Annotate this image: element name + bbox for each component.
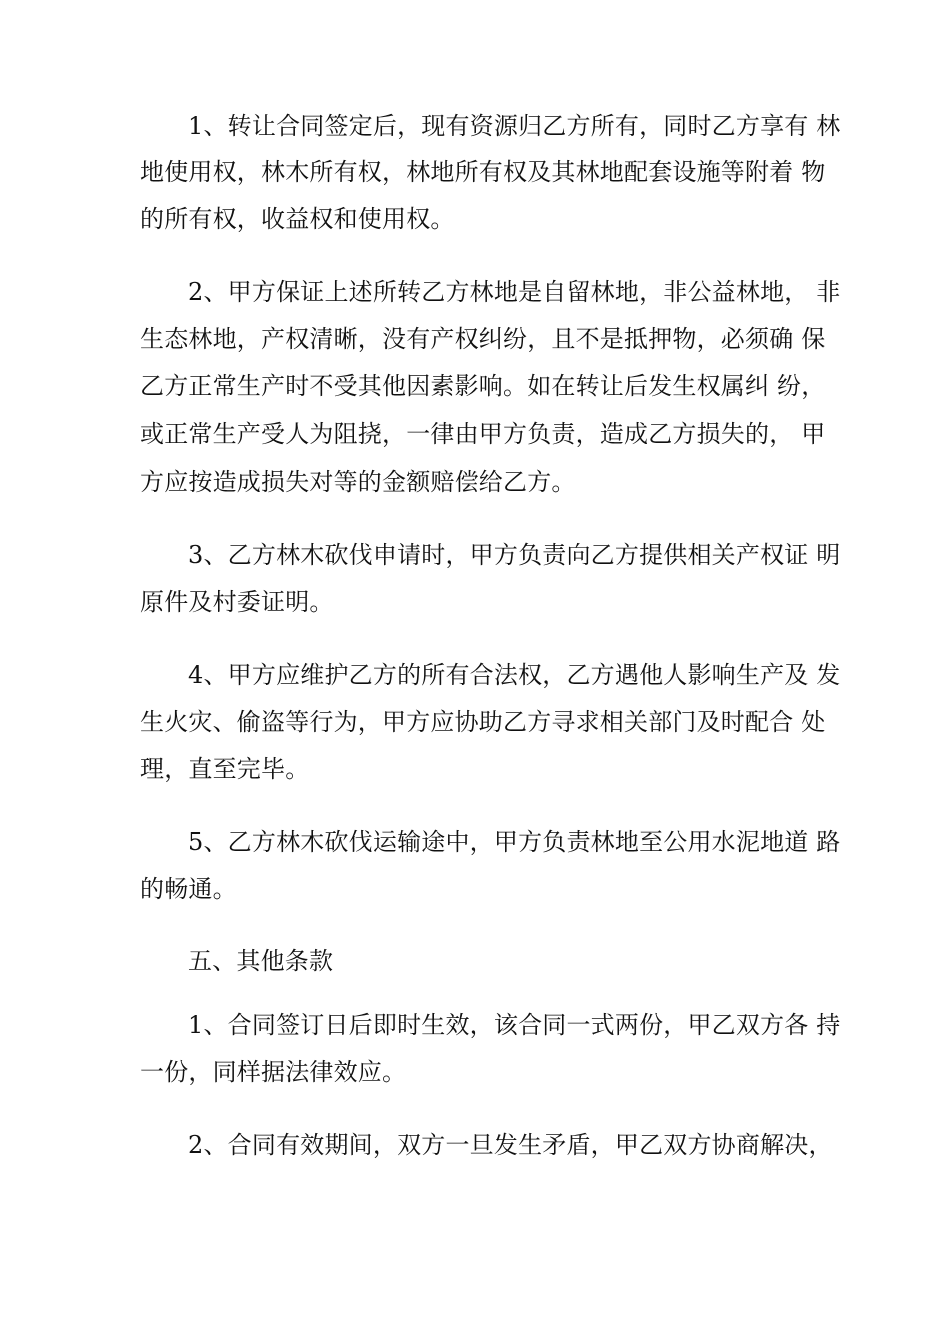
paragraph-4-line-2: 生火灾、偷盗等行为，甲方应协助乙方寻求相关部门及时配合 处 [140,708,826,736]
paragraph-5-line-1: 5、乙方林木砍伐运输途中，甲方负责林地至公用水泥地道 路 [188,828,841,856]
paragraph-5-line-2: 的畅通。 [140,875,237,903]
paragraph-3-line-2: 原件及村委证明。 [140,588,334,616]
paragraph-2-line-3: 乙方正常生产时不受其他因素影响。如在转让后发生权属纠 纷， [140,372,826,400]
paragraph-6-line-2: 一份，同样据法律效应。 [140,1058,407,1086]
paragraph-3-line-1: 3、乙方林木砍伐申请时，甲方负责向乙方提供相关产权证 明 [188,541,841,569]
paragraph-1-line-2: 地使用权，林木所有权，林地所有权及其林地配套设施等附着 物 [140,158,826,186]
paragraph-4-line-1: 4、甲方应维护乙方的所有合法权，乙方遇他人影响生产及 发 [188,661,841,689]
paragraph-1-line-3: 的所有权，收益权和使用权。 [140,205,455,233]
paragraph-2-line-5: 方应按造成损失对等的金额赔偿给乙方。 [140,468,576,496]
paragraph-2-line-2: 生态林地，产权清晰，没有产权纠纷，且不是抵押物，必须确 保 [140,325,826,353]
section-heading: 五、其他条款 [188,947,334,975]
paragraph-1-line-1: 1、转让合同签定后，现有资源归乙方所有，同时乙方享有 林 [188,112,841,140]
paragraph-2-line-4: 或正常生产受人为阻挠，一律由甲方负责，造成乙方损失的， 甲 [140,420,826,448]
paragraph-4-line-3: 理，直至完毕。 [140,755,310,783]
paragraph-6-line-1: 1、合同签订日后即时生效，该合同一式两份，甲乙双方各 持 [188,1011,841,1039]
paragraph-2-line-1: 2、甲方保证上述所转乙方林地是自留林地，非公益林地， 非 [188,278,841,306]
paragraph-7-line-1: 2、合同有效期间，双方一旦发生矛盾，甲乙双方协商解决， [188,1131,833,1159]
